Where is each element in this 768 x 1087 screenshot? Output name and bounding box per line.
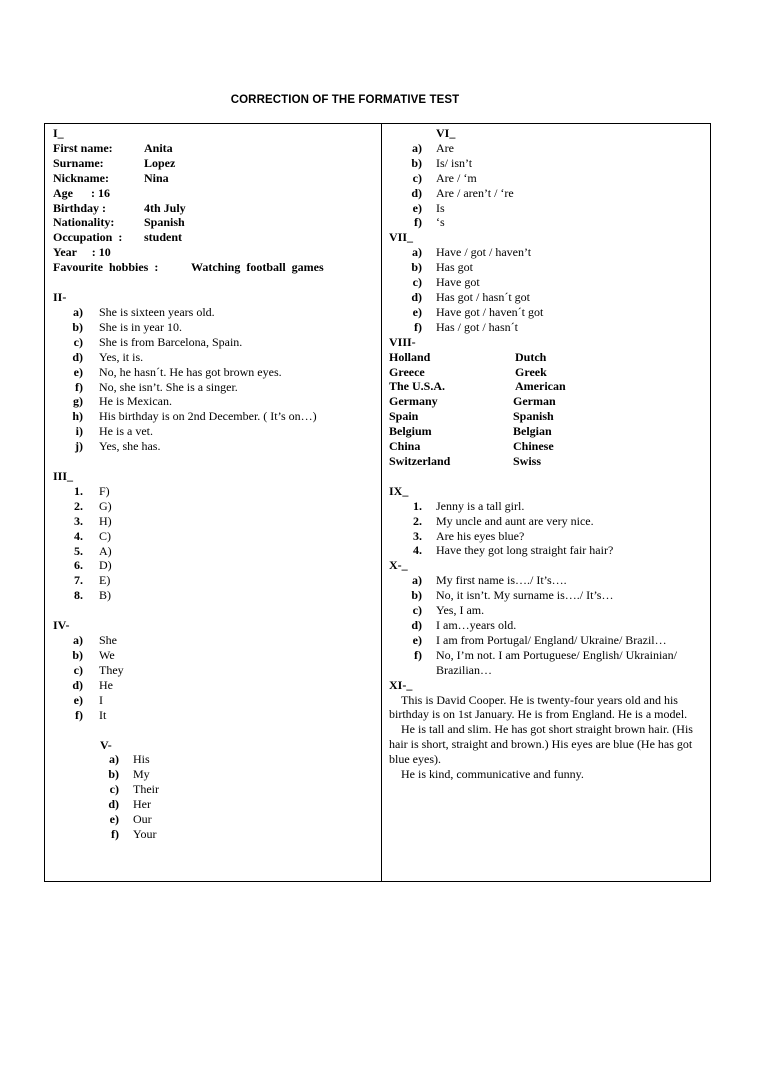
country-row <box>389 379 709 394</box>
item-marker: f) <box>414 319 422 334</box>
country-row <box>389 424 709 439</box>
item-text: My uncle and aunt are very nice. <box>436 513 594 528</box>
item-text: F) <box>99 483 110 498</box>
item-marker: 1. <box>413 498 422 513</box>
item-text: Yes, it is. <box>99 349 144 364</box>
item-marker: b) <box>72 319 83 334</box>
list-item <box>389 633 709 648</box>
item-marker: 2. <box>74 498 83 513</box>
item-text: Yes, I am. <box>436 603 485 618</box>
list-item <box>389 186 709 201</box>
list-item <box>389 260 709 275</box>
list-item <box>53 693 378 708</box>
list-item <box>53 544 378 559</box>
item-text: E) <box>99 573 111 588</box>
list-item <box>389 529 709 544</box>
item-marker: 8. <box>74 588 83 603</box>
item-text: D) <box>99 558 112 573</box>
info-label: Surname: <box>53 155 104 170</box>
item-marker: b) <box>411 155 422 170</box>
item-text: Have got / haven´t got <box>436 304 544 319</box>
list-item <box>53 767 378 782</box>
country-name: The U.S.A. <box>389 379 446 394</box>
item-text: Her <box>133 797 151 812</box>
item-text: Is <box>436 200 445 215</box>
country-row <box>389 454 709 469</box>
section-2-heading: II- <box>53 290 67 305</box>
item-marker: 4. <box>413 543 422 558</box>
list-item <box>53 573 378 588</box>
country-name: Spain <box>389 409 419 424</box>
country-row <box>389 394 709 409</box>
list-item <box>389 588 709 603</box>
item-marker: a) <box>412 573 422 588</box>
item-text: His birthday is on 2nd December. ( It’s on…) <box>99 409 317 424</box>
item-text: She is sixteen years old. <box>99 304 215 319</box>
list-item <box>53 633 378 648</box>
item-text: My <box>133 767 150 782</box>
list-item <box>389 201 709 216</box>
paragraph-3: He is kind, communicative and funny. <box>401 767 584 782</box>
item-text: Is/ isn’t <box>436 155 473 170</box>
item-marker: e) <box>412 632 422 647</box>
country-name: Belgium <box>389 424 432 439</box>
item-text: I am…years old. <box>436 618 517 632</box>
nationality-name: Belgian <box>513 424 552 439</box>
item-marker: 2. <box>413 513 422 528</box>
info-label: Age : 16 <box>53 185 110 200</box>
hobbies-value: Watching football games <box>191 260 324 275</box>
personal-info-row <box>53 171 378 186</box>
list-item <box>53 514 378 529</box>
section-1-heading: I_ <box>53 126 64 140</box>
paragraph-1: This is David Cooper. He is twenty-four years old and his birthday is on 1st January. He is from England. He is a model. <box>389 692 688 722</box>
country-name: Germany <box>389 394 438 409</box>
page-title: CORRECTION OF THE FORMATIVE TEST <box>230 94 460 106</box>
item-marker: c) <box>412 275 422 290</box>
country-row <box>389 365 709 380</box>
item-text: No, I’m not. I am Portuguese/ English/ Ukrainian/ Brazilian… <box>436 647 677 677</box>
item-text: Has got / hasn´t got <box>436 289 530 304</box>
item-marker: a) <box>109 752 119 767</box>
item-text: No, she isn’t. She is a singer. <box>99 379 238 394</box>
section-6-heading: VI_ <box>436 126 456 140</box>
country-row <box>389 409 709 424</box>
item-marker: f) <box>414 215 422 230</box>
list-item <box>53 350 378 365</box>
list-item <box>389 290 709 305</box>
list-item <box>53 812 378 827</box>
list-item <box>53 320 378 335</box>
item-text: Your <box>133 826 157 841</box>
nationality-name: Spanish <box>513 409 554 424</box>
list-item <box>53 335 378 350</box>
country-name: Switzerland <box>389 453 451 468</box>
country-row <box>389 439 709 454</box>
list-item <box>389 156 709 171</box>
item-marker: b) <box>72 648 83 662</box>
list-item <box>389 141 709 156</box>
item-text: He is a vet. <box>99 424 153 439</box>
right-column <box>389 126 709 782</box>
item-text: Are <box>436 140 454 155</box>
item-text: No, he hasn´t. He has got brown eyes. <box>99 364 282 379</box>
item-marker: 5. <box>74 543 83 558</box>
item-marker: a) <box>412 245 422 260</box>
item-text: I <box>99 692 103 707</box>
item-marker: h) <box>72 409 83 424</box>
list-item <box>53 484 378 499</box>
item-text: He <box>99 677 113 692</box>
item-marker: b) <box>411 260 422 275</box>
personal-info-row <box>53 156 378 171</box>
item-marker: 3. <box>413 528 422 543</box>
item-marker: c) <box>73 334 83 349</box>
personal-info-row <box>53 186 378 201</box>
list-item <box>389 305 709 320</box>
column-divider <box>381 123 382 882</box>
item-text: It <box>99 707 107 722</box>
item-marker: a) <box>412 140 422 155</box>
item-marker: c) <box>109 782 119 797</box>
list-item <box>389 171 709 186</box>
item-text: Have they got long straight fair hair? <box>436 543 614 558</box>
list-item <box>53 797 378 812</box>
item-text: Are / aren’t / ‘re <box>436 185 514 200</box>
section-4-heading: IV- <box>53 618 70 633</box>
item-text: His <box>133 752 150 767</box>
item-text: Our <box>133 812 152 827</box>
list-item <box>53 708 378 723</box>
item-marker: c) <box>412 170 422 185</box>
info-value: student <box>144 230 183 245</box>
item-marker: 6. <box>74 558 83 573</box>
item-marker: c) <box>412 603 422 618</box>
item-marker: d) <box>411 289 422 304</box>
list-item <box>389 215 709 230</box>
list-item <box>389 320 709 335</box>
section-10-heading: X-_ <box>389 558 408 573</box>
description-paragraph <box>389 693 709 723</box>
hobbies-label: Favourite hobbies : <box>53 260 159 275</box>
list-item <box>53 380 378 395</box>
item-marker: a) <box>73 633 83 648</box>
item-marker: f) <box>111 826 119 841</box>
country-name: Holland <box>389 349 431 364</box>
section-5-heading: V- <box>100 737 112 752</box>
country-name: China <box>389 439 421 454</box>
item-text: Have / got / haven’t <box>436 245 532 260</box>
info-value: Nina <box>144 170 169 185</box>
item-marker: e) <box>412 200 422 215</box>
info-label: Year : 10 <box>53 245 111 260</box>
nationality-name: Swiss <box>513 453 542 468</box>
item-marker: 3. <box>74 513 83 528</box>
nationality-name: Greek <box>515 364 547 379</box>
description-paragraph <box>389 767 709 782</box>
list-item <box>53 752 378 767</box>
item-text: A) <box>99 543 112 558</box>
list-item <box>53 529 378 544</box>
section-7-heading: VII_ <box>389 230 414 245</box>
item-text: My first name is…./ It’s…. <box>436 573 567 588</box>
section-9-heading: IX_ <box>389 483 409 498</box>
item-marker: b) <box>108 767 119 782</box>
item-marker: e) <box>73 692 83 707</box>
personal-info-row <box>53 230 378 245</box>
item-text: She is in year 10. <box>99 319 182 334</box>
list-item <box>53 558 378 573</box>
list-item <box>389 499 709 514</box>
item-text: Are / ‘m <box>436 170 477 185</box>
personal-info-row <box>53 215 378 230</box>
list-item <box>389 618 709 633</box>
nationality-name: German <box>513 394 556 409</box>
item-marker: j) <box>75 439 83 454</box>
item-marker: d) <box>72 677 83 692</box>
item-marker: i) <box>75 424 83 439</box>
list-item <box>53 409 378 424</box>
info-value: Anita <box>144 140 173 155</box>
item-text: Yes, she has. <box>99 439 161 454</box>
item-marker: g) <box>73 394 83 409</box>
hobbies-row <box>53 260 378 275</box>
list-item <box>389 275 709 290</box>
item-text: Are his eyes blue? <box>436 528 525 543</box>
list-item <box>53 663 378 678</box>
list-item <box>53 499 378 514</box>
item-text: We <box>99 648 115 662</box>
item-marker: d) <box>72 349 83 364</box>
item-marker: f) <box>75 379 83 394</box>
list-item <box>389 514 709 529</box>
item-marker: c) <box>73 662 83 677</box>
list-item <box>53 678 378 693</box>
list-item <box>389 648 709 678</box>
list-item <box>53 365 378 380</box>
item-text: He is Mexican. <box>99 394 172 409</box>
list-item <box>53 588 378 603</box>
nationality-name: American <box>515 379 566 394</box>
info-value: 4th July <box>144 200 186 215</box>
item-marker: f) <box>75 707 83 722</box>
list-item <box>53 648 378 663</box>
item-marker: e) <box>412 304 422 319</box>
list-item <box>53 394 378 409</box>
description-paragraph <box>389 722 709 767</box>
item-text: They <box>99 662 124 677</box>
list-item <box>389 245 709 260</box>
item-text: Have got <box>436 275 480 290</box>
personal-info-row <box>53 141 378 156</box>
info-label: First name: <box>53 140 113 155</box>
item-text: H) <box>99 513 112 528</box>
section-8-heading: VIII- <box>389 334 416 349</box>
paragraph-2: He is tall and slim. He has got short straight brown hair. (His hair is short, straight and brown.) His eyes are blue (He has got blue eyes). <box>389 722 693 767</box>
item-text: C) <box>99 528 111 543</box>
info-label: Nationality: <box>53 215 115 230</box>
nationality-name: Chinese <box>513 439 554 454</box>
list-item <box>53 782 378 797</box>
item-text: ‘s <box>436 215 445 230</box>
info-label: Birthday : <box>53 200 107 215</box>
item-marker: f) <box>414 647 422 662</box>
item-text: G) <box>99 498 112 513</box>
list-item <box>53 424 378 439</box>
item-marker: a) <box>73 304 83 319</box>
item-text: B) <box>99 588 111 603</box>
item-marker: d) <box>411 185 422 200</box>
list-item <box>53 305 378 320</box>
info-label: Nickname: <box>53 170 109 185</box>
item-text: I am from Portugal/ England/ Ukraine/ Brazil… <box>436 632 667 647</box>
item-text: She is from Barcelona, Spain. <box>99 334 243 349</box>
item-marker: d) <box>108 797 119 812</box>
list-item <box>389 573 709 588</box>
item-text: Has got <box>436 260 473 275</box>
item-text: Has / got / hasn´t <box>436 319 518 334</box>
item-marker: 4. <box>74 528 83 543</box>
item-marker: d) <box>411 618 422 632</box>
left-column <box>53 126 378 842</box>
country-row <box>389 350 709 365</box>
section-3-heading: III_ <box>53 469 74 484</box>
item-marker: 1. <box>74 483 83 498</box>
country-name: Greece <box>389 364 425 379</box>
item-text: Jenny is a tall girl. <box>436 498 525 513</box>
item-marker: 7. <box>74 573 83 588</box>
item-text: Their <box>133 782 159 797</box>
info-value: Spanish <box>144 215 185 230</box>
section-11-heading: XI-_ <box>389 677 413 692</box>
personal-info-row <box>53 245 378 260</box>
list-item <box>53 439 378 454</box>
item-marker: e) <box>73 364 83 379</box>
personal-info-row <box>53 201 378 216</box>
item-marker: b) <box>411 588 422 603</box>
list-item <box>389 603 709 618</box>
info-value: Lopez <box>144 155 176 170</box>
list-item <box>389 543 709 558</box>
list-item <box>53 827 378 842</box>
item-marker: e) <box>109 812 119 827</box>
item-text: She <box>99 633 117 648</box>
item-text: No, it isn’t. My surname is…./ It’s… <box>436 588 614 603</box>
info-label: Occupation : <box>53 230 123 245</box>
nationality-name: Dutch <box>515 349 547 364</box>
